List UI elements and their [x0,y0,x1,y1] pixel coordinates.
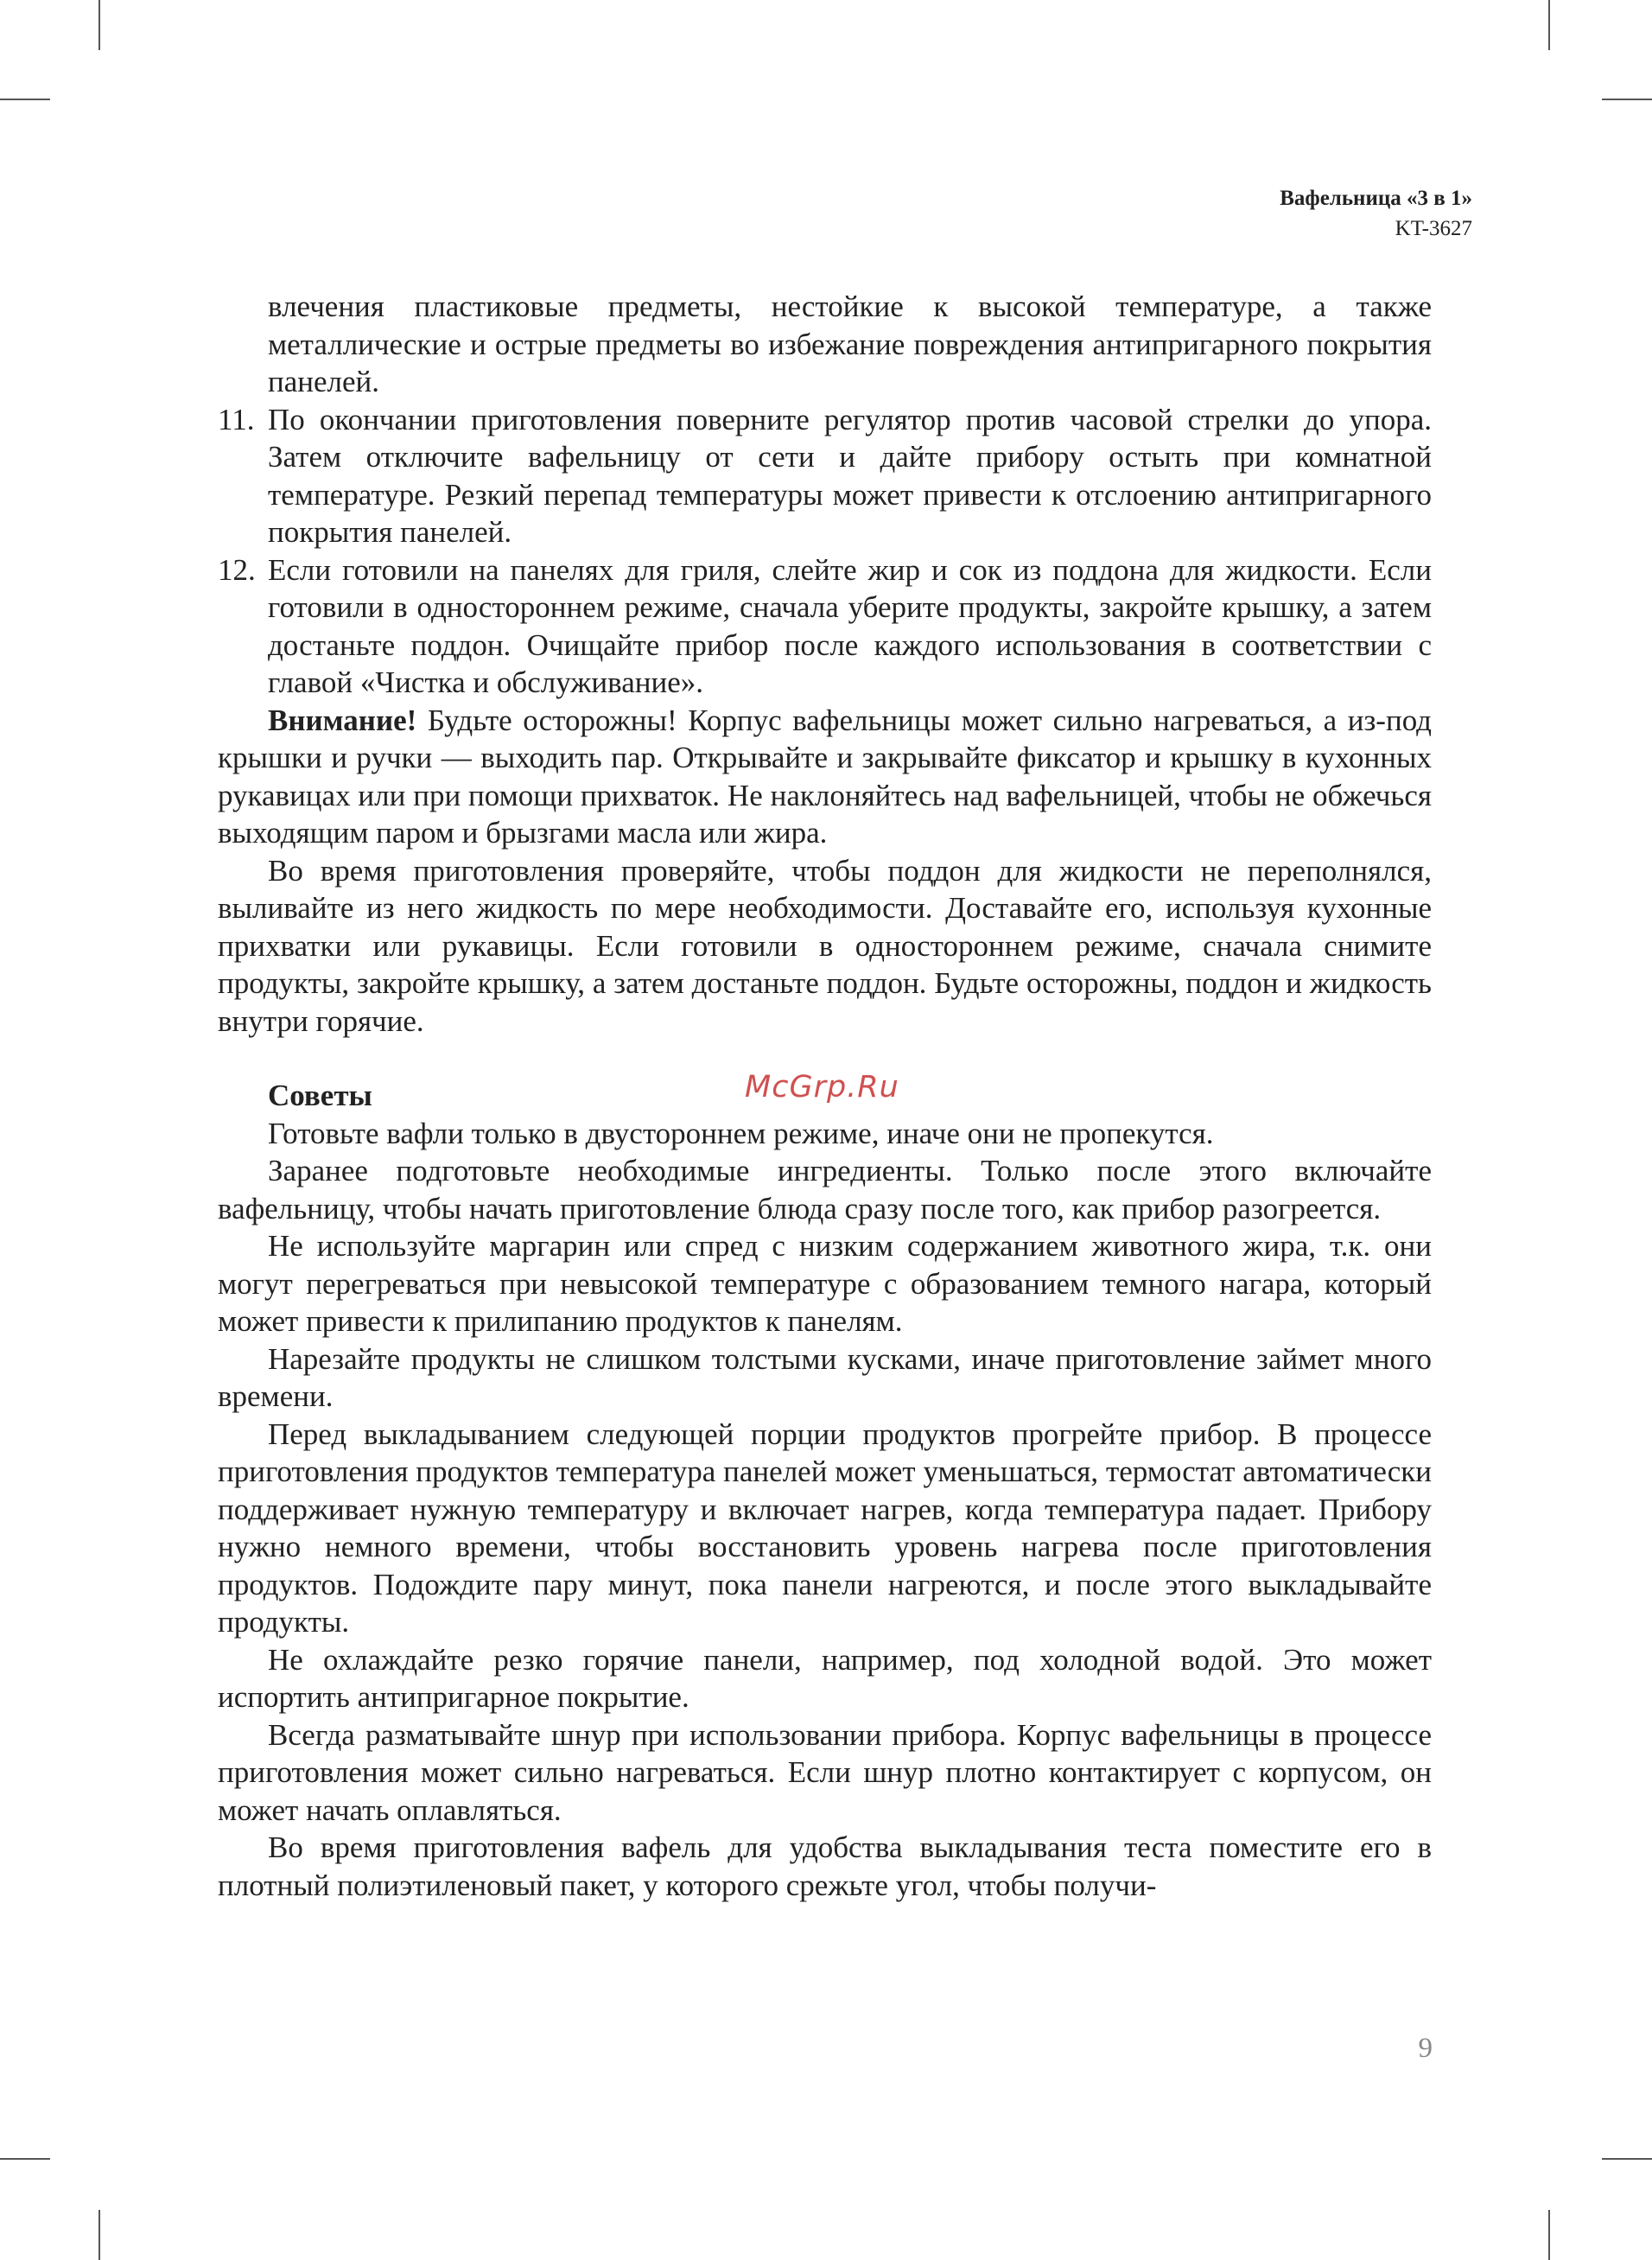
tip-paragraph: Перед выкладыванием следующей порции продуктов прогрейте прибор. В процессе приготовления продуктов температура панелей может уменьшаться, термостат автоматически поддерживает нужную температуру и включает нагрев, когда температура падает. Прибору нужно немного времени, чтобы восстановить уровень нагрева после приготовления продуктов. Подождите пару минут, пока панели нагреются, и после этого выкладывайте продукты. [218,1416,1432,1639]
warning-text: Будьте осторожны! Корпус вафельницы может сильно нагреваться, а из-под крышки и ручки — выходить пар. Открывайте и закрывайте фиксатор и крышку в кухонных рукавицах или при помощи прихваток. Не наклоняйтесь над вафельницей, чтобы не обжечься выходящим паром и брызгами масла или жира. [218,703,1432,850]
crop-mark-bottom-right [1548,2210,1550,2260]
tip-paragraph: Готовьте вафли только в двустороннем режиме, иначе они не пропекутся. [268,1116,1214,1150]
list-item-11 [218,401,1432,551]
crop-mark-top-left [98,0,100,50]
tip-paragraph: Не используйте маргарин или спред с низким содержанием животного жира, т.к. они могут перегреваться при невысокой температуре с образованием темного нагара, который может привести к прилипанию продуктов к панелям. [218,1229,1432,1338]
running-header [1280,183,1472,244]
header-title: Вафельница «3 в 1» [1280,187,1472,210]
tip-paragraph: Во время приготовления вафель для удобства выкладывания теста поместите его в плотный полиэтиленовый пакет, у которого срежьте угол, чтобы получи- [218,1830,1432,1902]
item-10-continuation: влечения пластиковые предметы, нестойкие к высокой температуре, а также металлические и острые предметы во избежание повреждения антипригарного покрытия панелей. [268,290,1432,398]
list-item-text: Если готовили на панелях для гриля, слейте жир и сок из поддона для жидкости. Если готовили в одностороннем режиме, сначала уберите продукты, закройте крышку, а затем достаньте поддон. Очищайте прибор после каждого использования в соответствии с главой «Чистка и обслуживание». [268,552,1432,699]
tray-note-paragraph: Во время приготовления проверяйте, чтобы поддон для жидкости не переполнялся, выливайте из него жидкость по мере необходимости. Доставайте его, используя кухонные прихватки или рукавицы. Если готовили в одностороннем режиме, сначала снимите продукты, закройте крышку, а затем достаньте поддон. Будьте осторожны, поддон и жидкость внутри горячие. [218,853,1432,1038]
list-item-text: По окончании приготовления поверните регулятор против часовой стрелки до упора. Затем отключите вафельницу от сети и дайте прибору остыть при комнатной температуре. Резкий перепад температуры может привести к отслоению антипригарного покрытия панелей. [268,402,1432,549]
tip-paragraph: Заранее подготовьте необходимые ингредиенты. Только после этого включайте вафельницу, чтобы начать приготовление блюда сразу после того, как прибор разогреется. [218,1154,1432,1225]
crop-mark-right-bottom [1602,2158,1652,2160]
list-item-12 [218,551,1432,702]
tip-paragraph: Нарезайте продукты не слишком толстыми кусками, иначе приготовление займет много времени. [218,1341,1432,1413]
tip-paragraph: Всегда разматывайте шнур при использовании прибора. Корпус вафельницы в процессе приготовления может сильно нагреваться. Если шнур плотно контактирует с корпусом, он может начать оплавляться. [218,1717,1432,1827]
crop-mark-left-bottom [0,2158,50,2160]
page-number: 9 [1418,2033,1433,2064]
tip-paragraph: Не охлаждайте резко горячие панели, например, под холодной водой. Это может испортить антипригарное покрытие. [218,1642,1432,1714]
crop-mark-bottom-left [98,2210,100,2260]
watermark: McGrp.Ru [745,1070,899,1105]
header-model: KT-3627 [1395,217,1472,240]
crop-mark-top-right [1548,0,1550,50]
list-number: 12. [218,552,256,587]
crop-mark-left-top [0,99,50,100]
warning-label: Внимание! [268,703,417,737]
crop-mark-right-top [1602,99,1652,100]
warning-paragraph [218,702,1432,852]
tips-heading: Советы [268,1079,372,1112]
list-number: 11. [218,402,255,436]
